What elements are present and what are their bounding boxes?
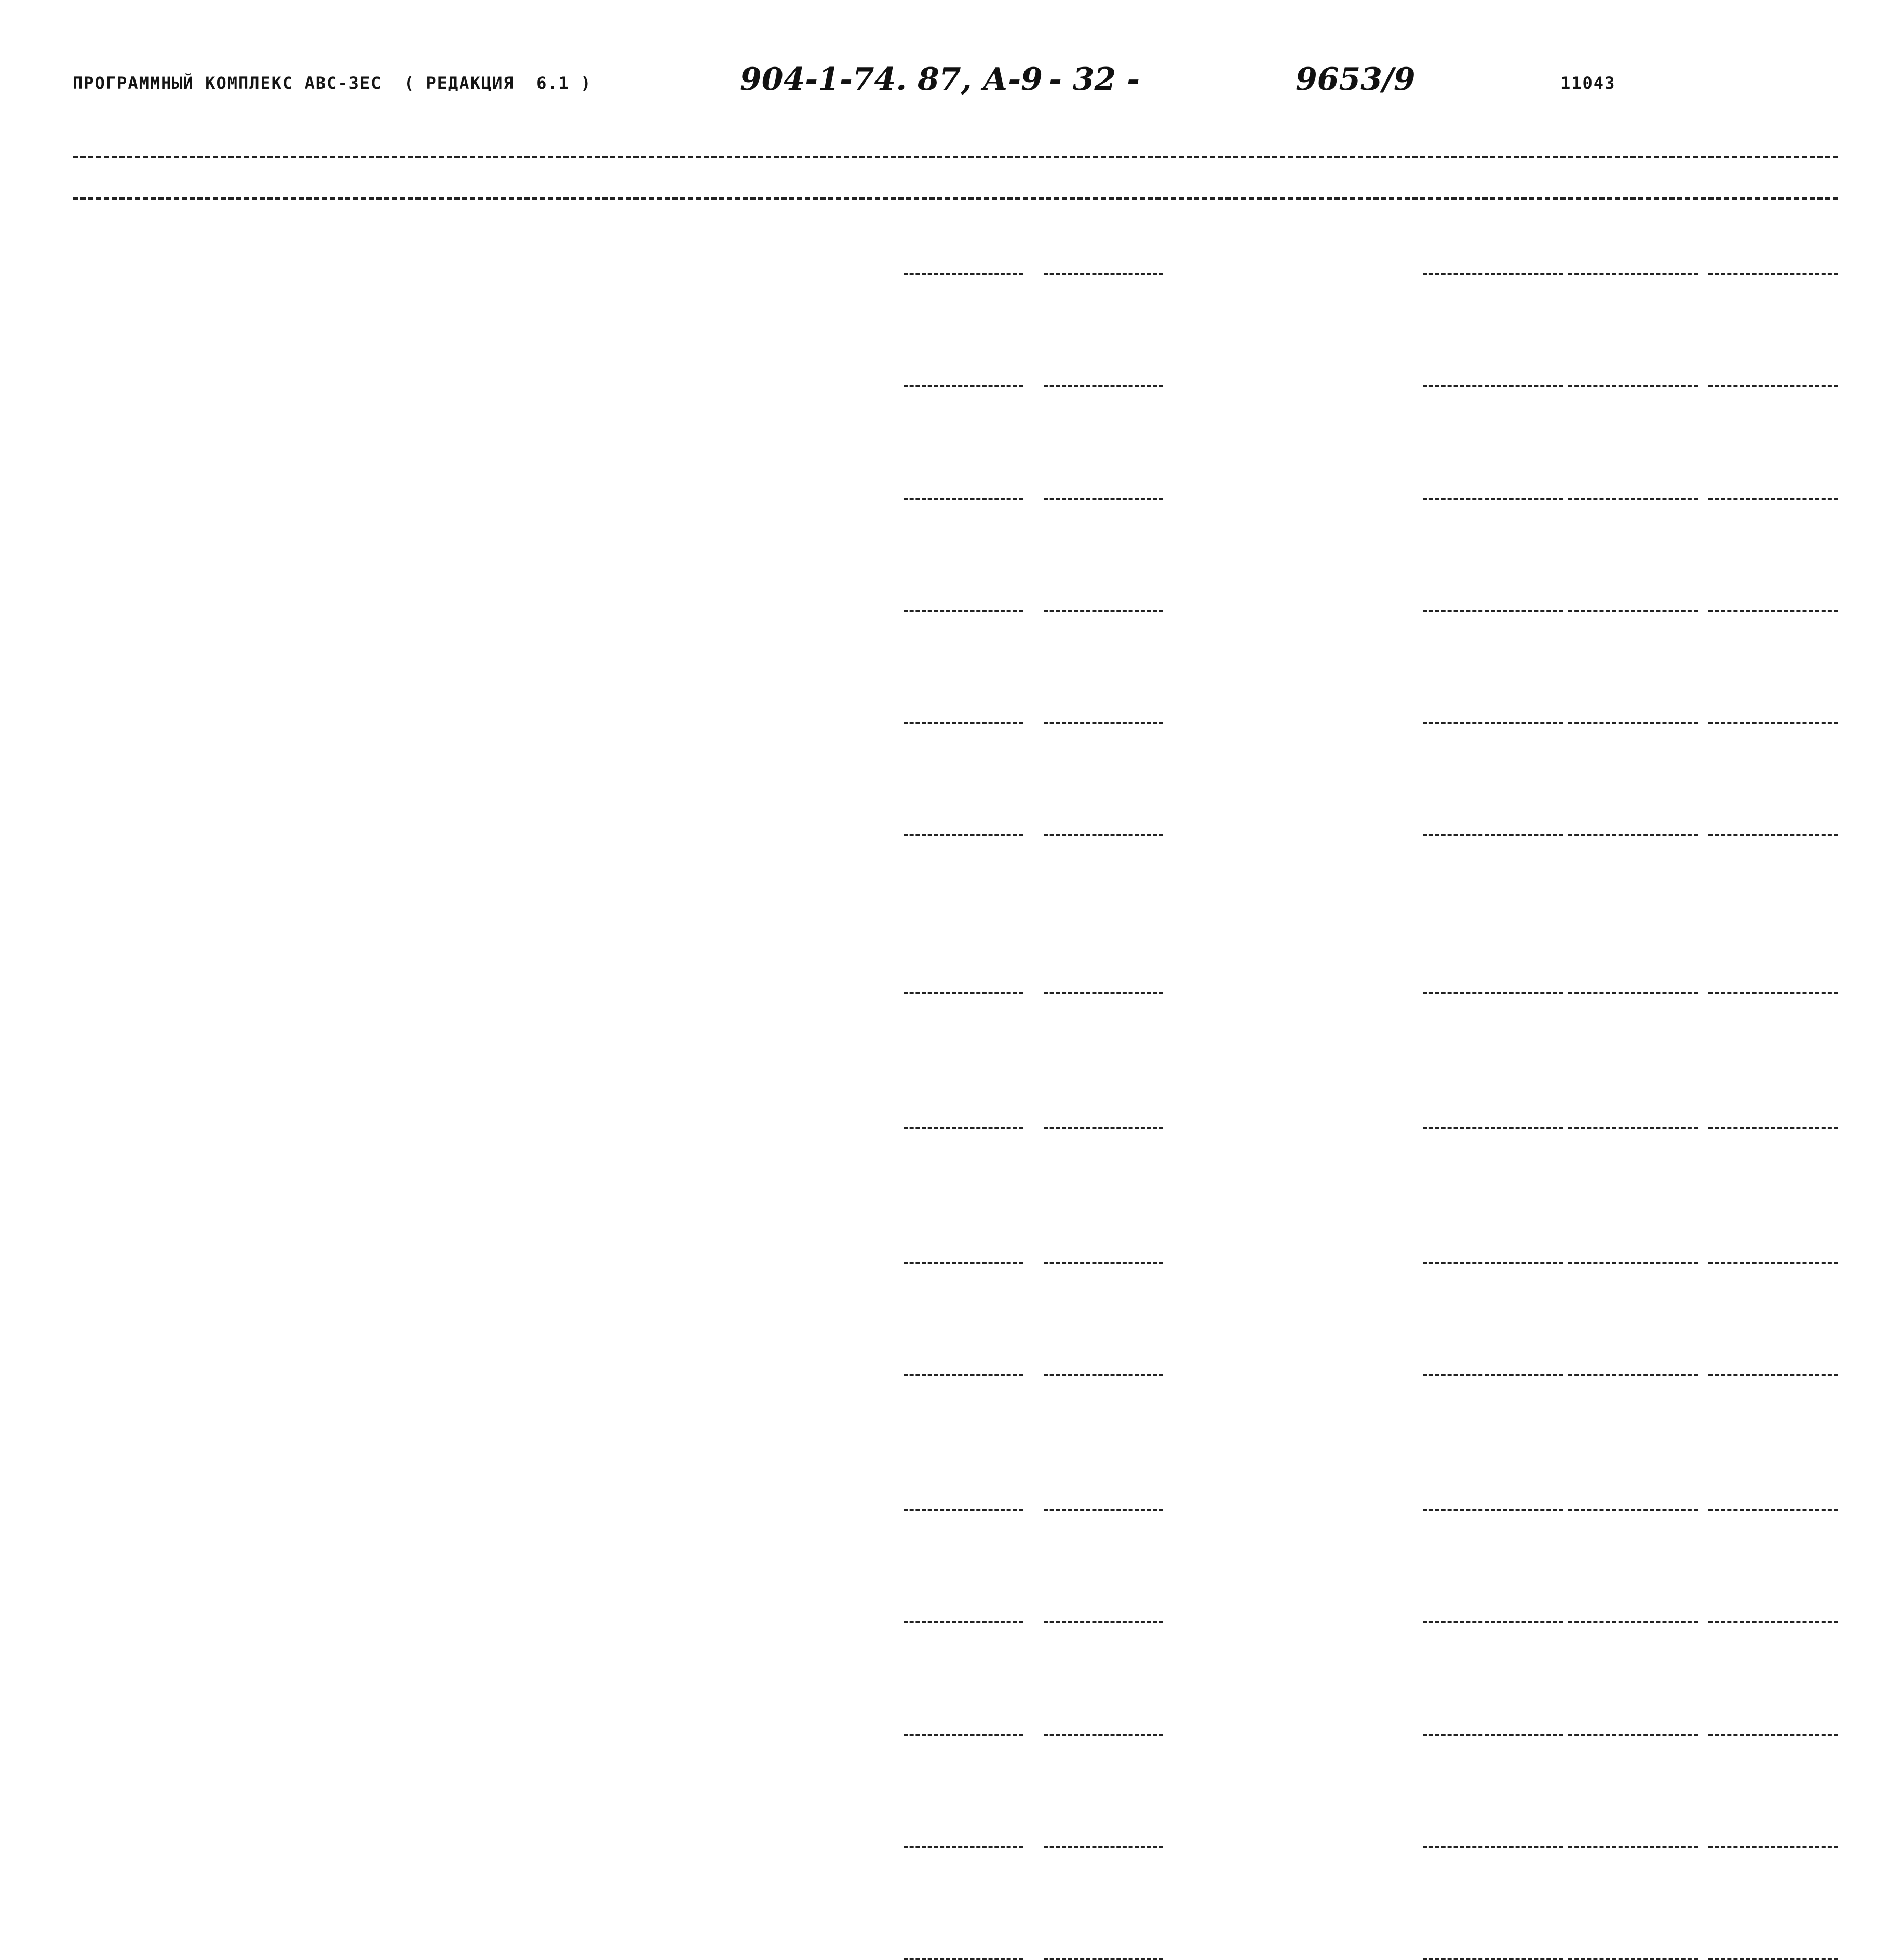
dashed-separator — [904, 1621, 1023, 1623]
dashed-separator — [1423, 834, 1563, 836]
dashed-separator — [904, 1509, 1023, 1511]
dashed-separator — [904, 385, 1023, 387]
dashed-separator — [1708, 1374, 1838, 1376]
dashed-separator — [1568, 610, 1698, 612]
dashed-separator — [1708, 1846, 1838, 1848]
dashed-separator — [1708, 992, 1838, 994]
dashed-separator — [1044, 1846, 1163, 1848]
dashed-separator — [1708, 1509, 1838, 1511]
dashed-separator — [904, 498, 1023, 500]
dashed-separator — [1423, 498, 1563, 500]
dashed-separator — [1423, 1734, 1563, 1736]
dashed-separator — [1423, 1621, 1563, 1623]
dashed-separator — [1044, 1374, 1163, 1376]
dashed-separator — [1568, 834, 1698, 836]
dashed-separator — [904, 1846, 1023, 1848]
dashed-separator — [1423, 610, 1563, 612]
estimate-table — [73, 156, 1838, 1558]
page-mark: - 32 - — [1049, 61, 1140, 98]
dashed-separator — [1708, 1958, 1838, 1960]
dashed-separator — [1568, 498, 1698, 500]
dashed-separator — [1044, 992, 1163, 994]
dashed-separator — [1708, 1621, 1838, 1623]
dashed-separator — [1423, 1374, 1563, 1376]
dashed-separator — [1044, 722, 1163, 724]
dashed-separator — [1423, 273, 1563, 275]
dashed-separator — [1568, 1509, 1698, 1511]
dashed-separator — [1568, 722, 1698, 724]
dashed-separator — [1568, 1958, 1698, 1960]
dashed-separator — [1568, 1374, 1698, 1376]
dashed-separator — [1044, 1262, 1163, 1264]
program-header: ПРОГРАММНЫЙ КОМПЛЕКС АВС-ЗЕС ( РЕДАКЦИЯ 6.1 ) — [73, 73, 592, 93]
dashed-separator — [1568, 1734, 1698, 1736]
dashed-separator — [1044, 610, 1163, 612]
dashed-separator — [904, 1127, 1023, 1129]
dashed-separator — [904, 834, 1023, 836]
dashed-separator — [904, 610, 1023, 612]
dashed-separator — [1423, 1127, 1563, 1129]
dashed-separator — [1423, 1846, 1563, 1848]
dashed-separator — [1708, 273, 1838, 275]
dashed-separator — [904, 992, 1023, 994]
dashed-separator — [904, 1374, 1023, 1376]
dashed-separator — [1044, 273, 1163, 275]
dashed-separator — [904, 1734, 1023, 1736]
dashed-separator — [904, 1262, 1023, 1264]
dashed-separator — [904, 1958, 1023, 1960]
dashed-separator — [1423, 385, 1563, 387]
dashed-separator — [1044, 1958, 1163, 1960]
dashed-separator — [1708, 1262, 1838, 1264]
dashed-separator — [1044, 1734, 1163, 1736]
dashed-separator — [1044, 1621, 1163, 1623]
dashed-separator — [1708, 1734, 1838, 1736]
dashed-separator — [1044, 1127, 1163, 1129]
handwritten-code: 904-1-74. 87, А-9 — [740, 61, 1043, 98]
dashed-separator — [1568, 385, 1698, 387]
dashed-separator — [1568, 1262, 1698, 1264]
dashed-separator — [1708, 1127, 1838, 1129]
dashed-separator — [904, 722, 1023, 724]
dashed-separator — [1708, 498, 1838, 500]
dashed-separator — [1423, 1958, 1563, 1960]
dashed-separator — [1423, 722, 1563, 724]
dashed-separator — [1423, 1509, 1563, 1511]
document-number: 9653/9 — [1296, 61, 1415, 98]
dashed-separator — [1044, 385, 1163, 387]
dashed-separator — [1423, 1262, 1563, 1264]
dashed-separator — [1423, 992, 1563, 994]
dashed-separator — [1708, 610, 1838, 612]
dashed-separator — [1044, 834, 1163, 836]
dashed-separator — [1708, 834, 1838, 836]
dashed-separator — [1708, 722, 1838, 724]
dashed-separator — [1568, 1127, 1698, 1129]
dashed-separator — [1708, 385, 1838, 387]
dashed-separator — [1044, 498, 1163, 500]
dashed-separator — [1568, 1621, 1698, 1623]
sheet-number: 11043 — [1560, 73, 1616, 93]
dashed-separator — [1044, 1509, 1163, 1511]
dashed-separator — [1568, 273, 1698, 275]
dashed-separator — [904, 273, 1023, 275]
dashed-separator — [1568, 992, 1698, 994]
dashed-separator — [1568, 1846, 1698, 1848]
